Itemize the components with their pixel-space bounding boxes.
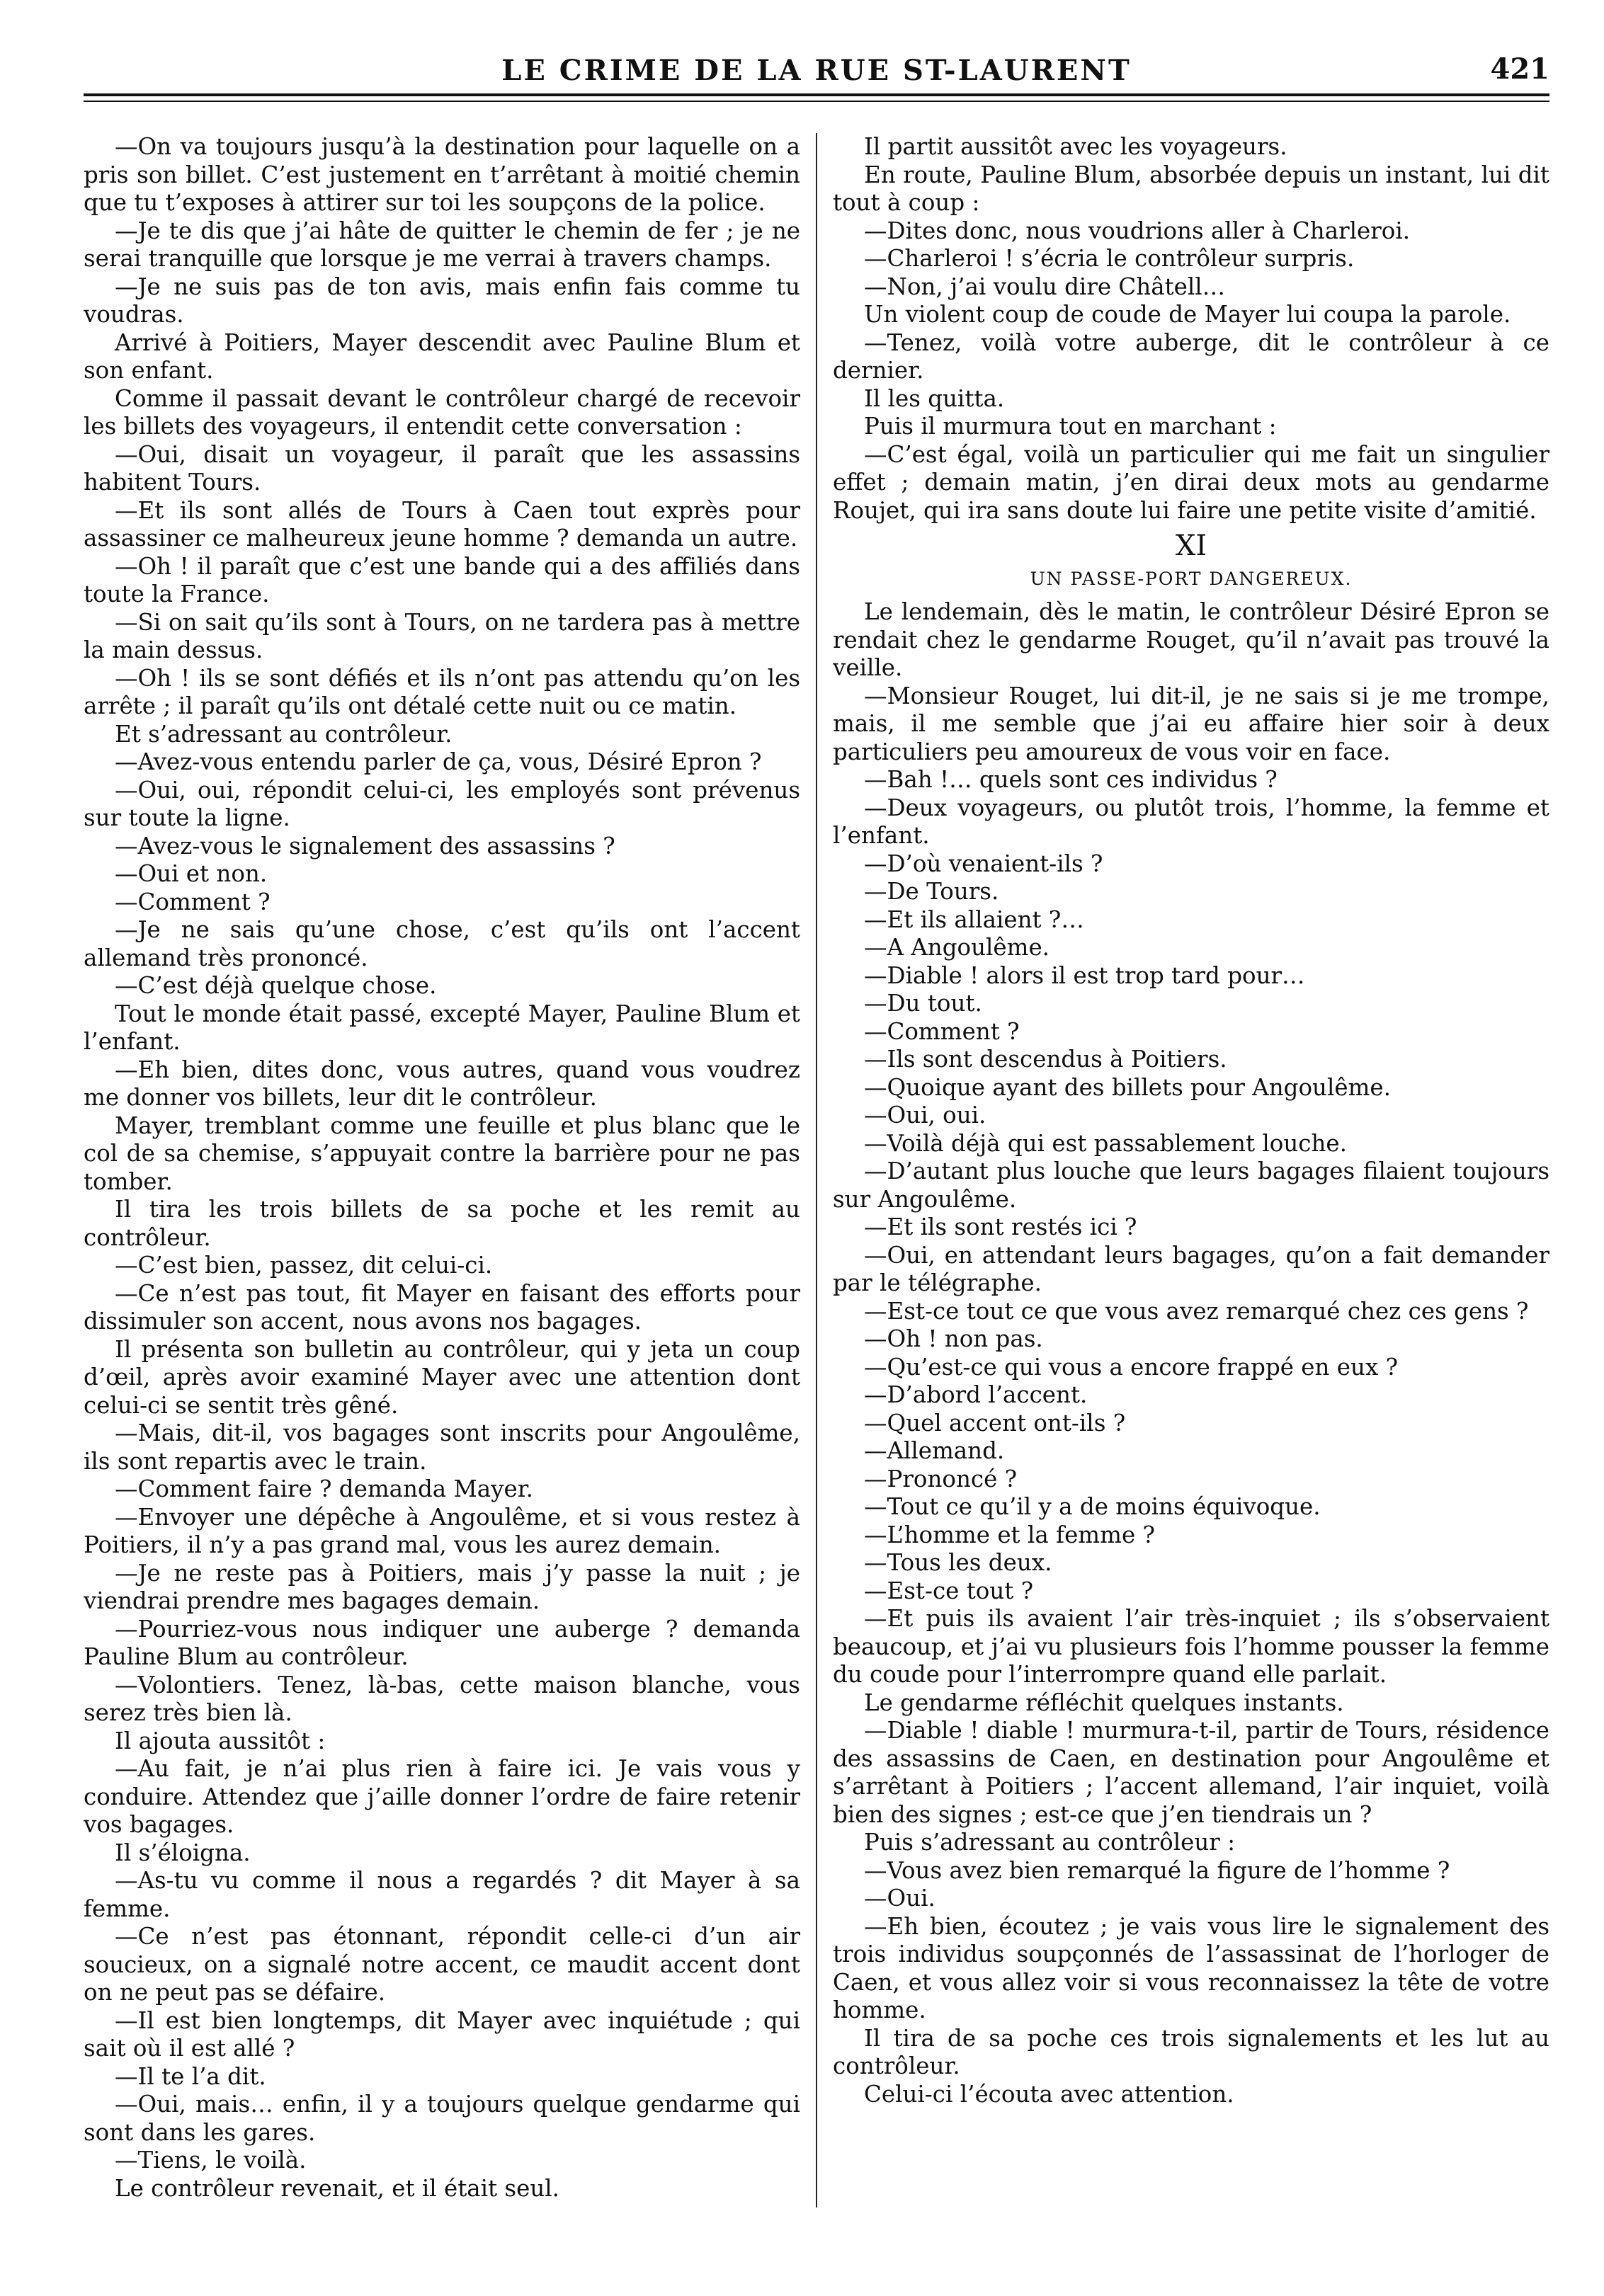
paragraph: —A Angoulême. — [864, 934, 1050, 961]
paragraph: —Vous avez bien remarqué la figure de l’homme ? — [864, 1856, 1450, 1884]
paragraph: Mayer, tremblant comme une feuille et plus blanc que le col de sa chemise, s’appuyait contre la barrière pour ne pas tomber. — [84, 1112, 800, 1195]
paragraph: —Et ils allaient ?… — [864, 906, 1084, 933]
paragraph: —L’homme et la femme ? — [864, 1521, 1155, 1548]
paragraph: —Voilà déjà qui est passablement louche. — [864, 1129, 1347, 1157]
newspaper-page — [84, 50, 1549, 2258]
paragraph: —Et puis ils avaient l’air très-inquiet ; ils s’observaient beaucoup, et j’ai vu plusieurs fois l’homme pousser la femme du coude pour l’interrompre quand elle parlait. — [833, 1605, 1549, 1688]
paragraph: —Je ne reste pas à Poitiers, mais j’y passe la nuit ; je viendrai prendre mes bagages demain. — [84, 1559, 800, 1614]
paragraph: —Pourriez-vous nous indiquer une auberge ? demanda Pauline Blum au contrôleur. — [84, 1615, 800, 1670]
paragraph: Un violent coup de coude de Mayer lui coupa la parole. — [864, 301, 1511, 328]
paragraph: —Je ne suis pas de ton avis, mais enfin fais comme tu voudras. — [84, 273, 800, 328]
paragraph: —Oui, mais… enfin, il y a toujours quelque gendarme qui sont dans les gares. — [84, 2091, 800, 2146]
paragraph: —As-tu vu comme il nous a regardés ? dit Mayer à sa femme. — [84, 1867, 800, 1922]
paragraph: —Oui et non. — [115, 860, 268, 887]
paragraph: —Mais, dit-il, vos bagages sont inscrits pour Angoulême, ils sont repartis avec le train. — [84, 1420, 800, 1475]
paragraph: —C’est bien, passez, dit celui-ci. — [115, 1252, 493, 1279]
paragraph: —Si on sait qu’ils sont à Tours, on ne tardera pas à mettre la main dessus. — [84, 608, 800, 663]
paragraph: —Avez-vous le signalement des assassins ? — [115, 832, 615, 859]
paragraph: —Oui, en attendant leurs bagages, qu’on a fait demander par le télégraphe. — [833, 1241, 1549, 1296]
paragraph: —Prononcé ? — [864, 1465, 1018, 1492]
paragraph: —Eh bien, dites donc, vous autres, quand vous voudrez me donner vos billets, leur dit le contrôleur. — [84, 1056, 800, 1111]
paragraph: —Tous les deux. — [864, 1549, 1052, 1576]
paragraph: —Charleroi ! s’écria le contrôleur surpris. — [864, 245, 1355, 272]
paragraph: —Monsieur Rouget, lui dit-il, je ne sais si je me trompe, mais, il me semble que j’ai eu affaire hier soir à deux particuliers peu amoureux de vous voir en face. — [833, 682, 1549, 765]
paragraph: Le contrôleur revenait, et il était seul. — [115, 2174, 559, 2202]
page-number: 421 — [1490, 52, 1549, 86]
paragraph: —Tenez, voilà votre auberge, dit le contrôleur à ce dernier. — [833, 329, 1549, 384]
running-title: LE CRIME DE LA RUE ST-LAURENT — [501, 54, 1132, 87]
paragraph: Il partit aussitôt avec les voyageurs. — [864, 133, 1287, 160]
paragraph: —D’abord l’accent. — [864, 1381, 1088, 1408]
paragraph: —Comment ? — [115, 888, 271, 915]
paragraph: —Comment ? — [864, 1017, 1020, 1045]
paragraph: —Allemand. — [864, 1437, 1005, 1464]
paragraph: Le lendemain, dès le matin, le contrôleur Désiré Epron se rendait chez le gendarme Rouget, qu’il n’avait pas trouvé la veille. — [833, 598, 1549, 681]
paragraph: Celui-ci l’écouta avec attention. — [864, 2080, 1234, 2108]
paragraph: —D’où venaient-ils ? — [864, 850, 1103, 877]
header-rule — [84, 101, 1549, 102]
paragraph: —Oui, disait un voyageur, il paraît que les assassins habitent Tours. — [84, 440, 800, 496]
right-column-top — [833, 133, 1549, 525]
paragraph: —Qu’est-ce qui vous a encore frappé en eux ? — [864, 1353, 1399, 1381]
paragraph: Arrivé à Poitiers, Mayer descendit avec Pauline Blum et son enfant. — [84, 329, 800, 384]
paragraph: —Est-ce tout ce que vous avez remarqué chez ces gens ? — [864, 1297, 1529, 1325]
paragraph: Il tira de sa poche ces trois signalements et les lut au contrôleur. — [833, 2024, 1549, 2079]
paragraph: —Deux voyageurs, ou plutôt trois, l’homme, la femme et l’enfant. — [833, 794, 1549, 849]
paragraph: —Oui, oui, répondit celui-ci, les employés sont prévenus sur toute la ligne. — [84, 776, 800, 831]
paragraph: Puis il murmura tout en marchant : — [864, 413, 1277, 440]
paragraph: —Non, j’ai voulu dire Châtell… — [864, 273, 1226, 300]
right-column — [833, 133, 1549, 2243]
paragraph: —Avez-vous entendu parler de ça, vous, Désiré Epron ? — [115, 748, 762, 775]
running-header — [84, 50, 1549, 96]
chapter-number: XI — [1175, 530, 1207, 562]
paragraph: Puis s’adressant au contrôleur : — [864, 1829, 1236, 1856]
paragraph: —D’autant plus louche que leurs bagages filaient toujours sur Angoulême. — [833, 1158, 1549, 1213]
paragraph: Il présenta son bulletin au contrôleur, qui y jeta un coup d’œil, après avoir examiné Mayer avec une attention dont celui-ci se sentit très gêné. — [84, 1335, 800, 1419]
paragraph: —Je ne sais qu’une chose, c’est qu’ils ont l’accent allemand très prononcé. — [84, 916, 800, 971]
paragraph: —Et ils sont allés de Tours à Caen tout exprès pour assassiner ce malheureux jeune homme ? demanda un autre. — [84, 496, 800, 552]
paragraph: Il les quitta. — [864, 384, 1005, 412]
paragraph: —Diable ! alors il est trop tard pour… — [864, 961, 1305, 989]
text-columns — [84, 133, 1549, 2243]
paragraph: Il tira les trois billets de sa poche et les remit au contrôleur. — [84, 1196, 800, 1251]
right-column-bottom — [833, 598, 1549, 2108]
paragraph: —Oh ! non pas. — [864, 1325, 1043, 1352]
paragraph: —Ce n’est pas tout, fit Mayer en faisant des efforts pour dissimuler son accent, nous avons nos bagages. — [84, 1279, 800, 1335]
paragraph: —Tout ce qu’il y a de moins équivoque. — [864, 1493, 1321, 1520]
paragraph: —Volontiers. Tenez, là-bas, cette maison blanche, vous serez très bien là. — [84, 1671, 800, 1726]
paragraph: —Du tout. — [864, 990, 982, 1017]
paragraph: —Envoyer une dépêche à Angoulême, et si vous restez à Poitiers, il n’y a pas grand mal, vous les aurez demain. — [84, 1503, 800, 1558]
paragraph: —Ce n’est pas étonnant, répondit celle-ci d’un air soucieux, on a signalé notre accent, ce maudit accent dont on ne peut pas se défaire. — [84, 1923, 800, 2006]
paragraph: —Et ils sont restés ici ? — [864, 1213, 1137, 1240]
paragraph: En route, Pauline Blum, absorbée depuis un instant, lui dit tout à coup : — [833, 161, 1549, 216]
paragraph: —De Tours. — [864, 878, 999, 905]
paragraph: —Je te dis que j’ai hâte de quitter le chemin de fer ; je ne serai tranquille que lorsque je me verrai à travers champs. — [84, 217, 800, 272]
paragraph: —Diable ! diable ! murmura-t-il, partir de Tours, résidence des assassins de Caen, en destination pour Angoulême et s’arrêtant à Poitiers ; l’accent allemand, l’air inquiet, voilà bien des signes ; est-ce que j’en tiendrais un ? — [833, 1717, 1549, 1828]
paragraph: —Comment faire ? demanda Mayer. — [115, 1475, 533, 1502]
paragraph: —Oh ! ils se sont défiés et ils n’ont pas attendu qu’on les arrête ; il paraît qu’ils ont détalé cette nuit ou ce matin. — [84, 664, 800, 719]
paragraph: —Tiens, le voilà. — [115, 2147, 307, 2174]
paragraph: Il ajouta aussitôt : — [115, 1727, 326, 1754]
left-column — [84, 133, 800, 2243]
chapter-title: UN PASSE-PORT DANGEREUX. — [1030, 569, 1353, 589]
paragraph: —Bah !… quels sont ces individus ? — [864, 766, 1278, 793]
paragraph: —Oh ! il paraît que c’est une bande qui a des affiliés dans toute la France. — [84, 552, 800, 607]
paragraph: Le gendarme réfléchit quelques instants. — [864, 1689, 1344, 1716]
paragraph: —Oui, oui. — [864, 1102, 986, 1129]
paragraph: Comme il passait devant le contrôleur chargé de recevoir les billets des voyageurs, il entendit cette conversation : — [84, 384, 800, 440]
paragraph: Tout le monde était passé, excepté Mayer, Pauline Blum et l’enfant. — [84, 1000, 800, 1055]
paragraph: —C’est déjà quelque chose. — [115, 972, 437, 999]
paragraph: —C’est égal, voilà un particulier qui me fait un singulier effet ; demain matin, j’en dirai deux mots au gendarme Roujet, qui ira sans doute lui faire une petite visite d’amitié. — [833, 440, 1549, 524]
paragraph: Il s’éloigna. — [115, 1839, 251, 1866]
paragraph: —Quel accent ont-ils ? — [864, 1409, 1126, 1437]
paragraph: —Est-ce tout ? — [864, 1577, 1034, 1604]
paragraph: Et s’adressant au contrôleur. — [115, 720, 453, 748]
paragraph: —Au fait, je n’ai plus rien à faire ici. Je vais vous y conduire. Attendez que j’aille donner l’ordre de faire retenir vos bagages. — [84, 1755, 800, 1838]
paragraph: —Quoique ayant des billets pour Angoulême. — [864, 1073, 1391, 1101]
paragraph: —On va toujours jusqu’à la destination pour laquelle on a pris son billet. C’est justement en t’arrêtant à moitié chemin que tu t’exposes à attirer sur toi les soupçons de la police. — [84, 133, 800, 216]
paragraph: —Eh bien, écoutez ; je vais vous lire le signalement des trois individus soupçonnés de l’assassinat de l’horloger de Caen, et vous allez voir si vous reconnaissez la tête de votre homme. — [833, 1912, 1549, 2023]
paragraph: —Il est bien longtemps, dit Mayer avec inquiétude ; qui sait où il est allé ? — [84, 2006, 800, 2062]
paragraph: —Ils sont descendus à Poitiers. — [864, 1046, 1227, 1073]
paragraph: —Il te l’a dit. — [115, 2062, 266, 2090]
paragraph: —Oui. — [864, 1885, 935, 1912]
paragraph: —Dites donc, nous voudrions aller à Charleroi. — [864, 217, 1411, 244]
column-divider — [816, 133, 817, 2208]
